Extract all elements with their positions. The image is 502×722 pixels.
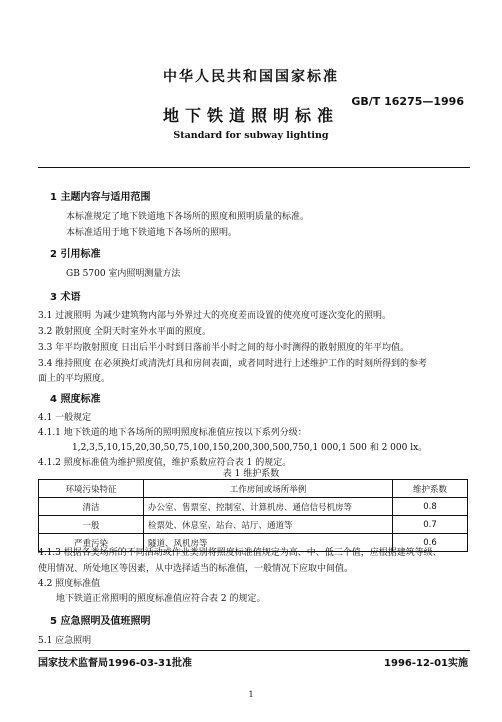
section-1-heading: 1 主题内容与适用范围 [50, 192, 151, 203]
term-3-3: 3.3 年平均散射照度 日出后半小时到日落前半小时之间的每小时测得的散射照度的年平均值。 [38, 343, 410, 353]
table-cell: 隧道、风机房等 [144, 534, 393, 552]
term-3-2: 3.2 散射照度 全阴天时室外水平面的照度。 [38, 327, 212, 337]
document-title-english: Standard for subway lighting [173, 130, 329, 141]
approval-date: 国家技术监督局1996-03-31批准 [38, 658, 192, 669]
header-rule [38, 167, 470, 168]
clause-4-1-3-line-1: 4.1.3 根据各类场所的不同活动或作业类别将照度标准值规定为高、中、低三个值，应根据建筑等级、 [38, 548, 442, 558]
page-number: 1 [248, 690, 254, 699]
section-1-paragraph-2: 本标准适用于地下铁道地下各场所的照明。 [66, 228, 238, 238]
clause-4-1-3-line-2: 使用情况、所处地区等因素，从中选择适当的标准值，一般情况下应取中间值。 [38, 564, 354, 574]
table-row [39, 498, 468, 516]
clause-4-1-1-series: 1,2,3,5,10,15,20,30,50,75,100,150,200,300,500,750,1 000,1 500 和 2 000 lx。 [72, 443, 428, 453]
section-2-reference: GB 5700 室内照明测量方法 [66, 269, 181, 279]
section-1-paragraph-1: 本标准规定了地下铁道地下各场所的照度和照明质量的标准。 [66, 212, 310, 222]
document-title: 地下铁道照明标准 [162, 106, 339, 125]
table-header-row [39, 480, 468, 498]
table-row [39, 516, 468, 534]
maintenance-factor-table [38, 479, 468, 552]
table-header-cell: 维护系数 [393, 480, 468, 498]
term-3-4-line-1: 3.4 维持照度 在必须换灯或清洗灯具和房间表面，或者同时进行上述维护工作的时刻所得到的参考 [38, 359, 428, 369]
clause-4-2-heading: 4.2 照度标准值 [38, 579, 101, 589]
footer-rule [38, 650, 470, 651]
table-1-caption: 表 1 维护系数 [222, 469, 280, 479]
table-cell: 检票处、休息室、站台、站厅、通道等 [144, 516, 393, 534]
national-standard-label: 中华人民共和国国家标准 [163, 69, 339, 85]
clause-4-2-paragraph: 地下铁道正常照明的照度标准值应符合表 2 的规定。 [56, 594, 266, 604]
table-cell: 0.6 [393, 534, 468, 552]
section-5-heading: 5 应急照明及值班照明 [50, 616, 151, 627]
table-cell: 一般 [39, 516, 144, 534]
standard-code: GB/T 16275—1996 [351, 95, 464, 108]
table-header-cell: 环境污染特征 [39, 480, 144, 498]
section-2-heading: 2 引用标准 [50, 249, 101, 260]
clause-4-1-heading: 4.1 一般规定 [38, 413, 92, 423]
term-3-4-line-2: 面上的平均照度。 [38, 374, 111, 384]
section-3-heading: 3 术语 [50, 292, 81, 303]
section-4-heading: 4 照度标准 [50, 394, 101, 405]
clause-4-1-1-line-1: 4.1.1 地下铁道的地下各场所的照明照度标准值应按以下系列分级： [38, 428, 307, 438]
clause-5-1-heading: 5.1 应急照明 [38, 636, 92, 646]
table-cell: 清洁 [39, 498, 144, 516]
effective-date: 1996-12-01实施 [384, 658, 468, 669]
table-header-cell: 工作房间或场所举例 [144, 480, 393, 498]
table-cell: 办公室、售票室、控制室、计算机房、通信信号机房等 [144, 498, 393, 516]
term-3-1: 3.1 过渡照明 为减少建筑物内部与外界过大的亮度差而设置的使亮度可逐次变化的照明。 [38, 311, 392, 321]
table-cell: 0.7 [393, 516, 468, 534]
clause-4-1-2: 4.1.2 照度标准值为维护照度值，维护系数应符合表 1 的规定。 [38, 458, 292, 468]
table-cell: 严重污染 [39, 534, 144, 552]
table-cell: 0.8 [393, 498, 468, 516]
